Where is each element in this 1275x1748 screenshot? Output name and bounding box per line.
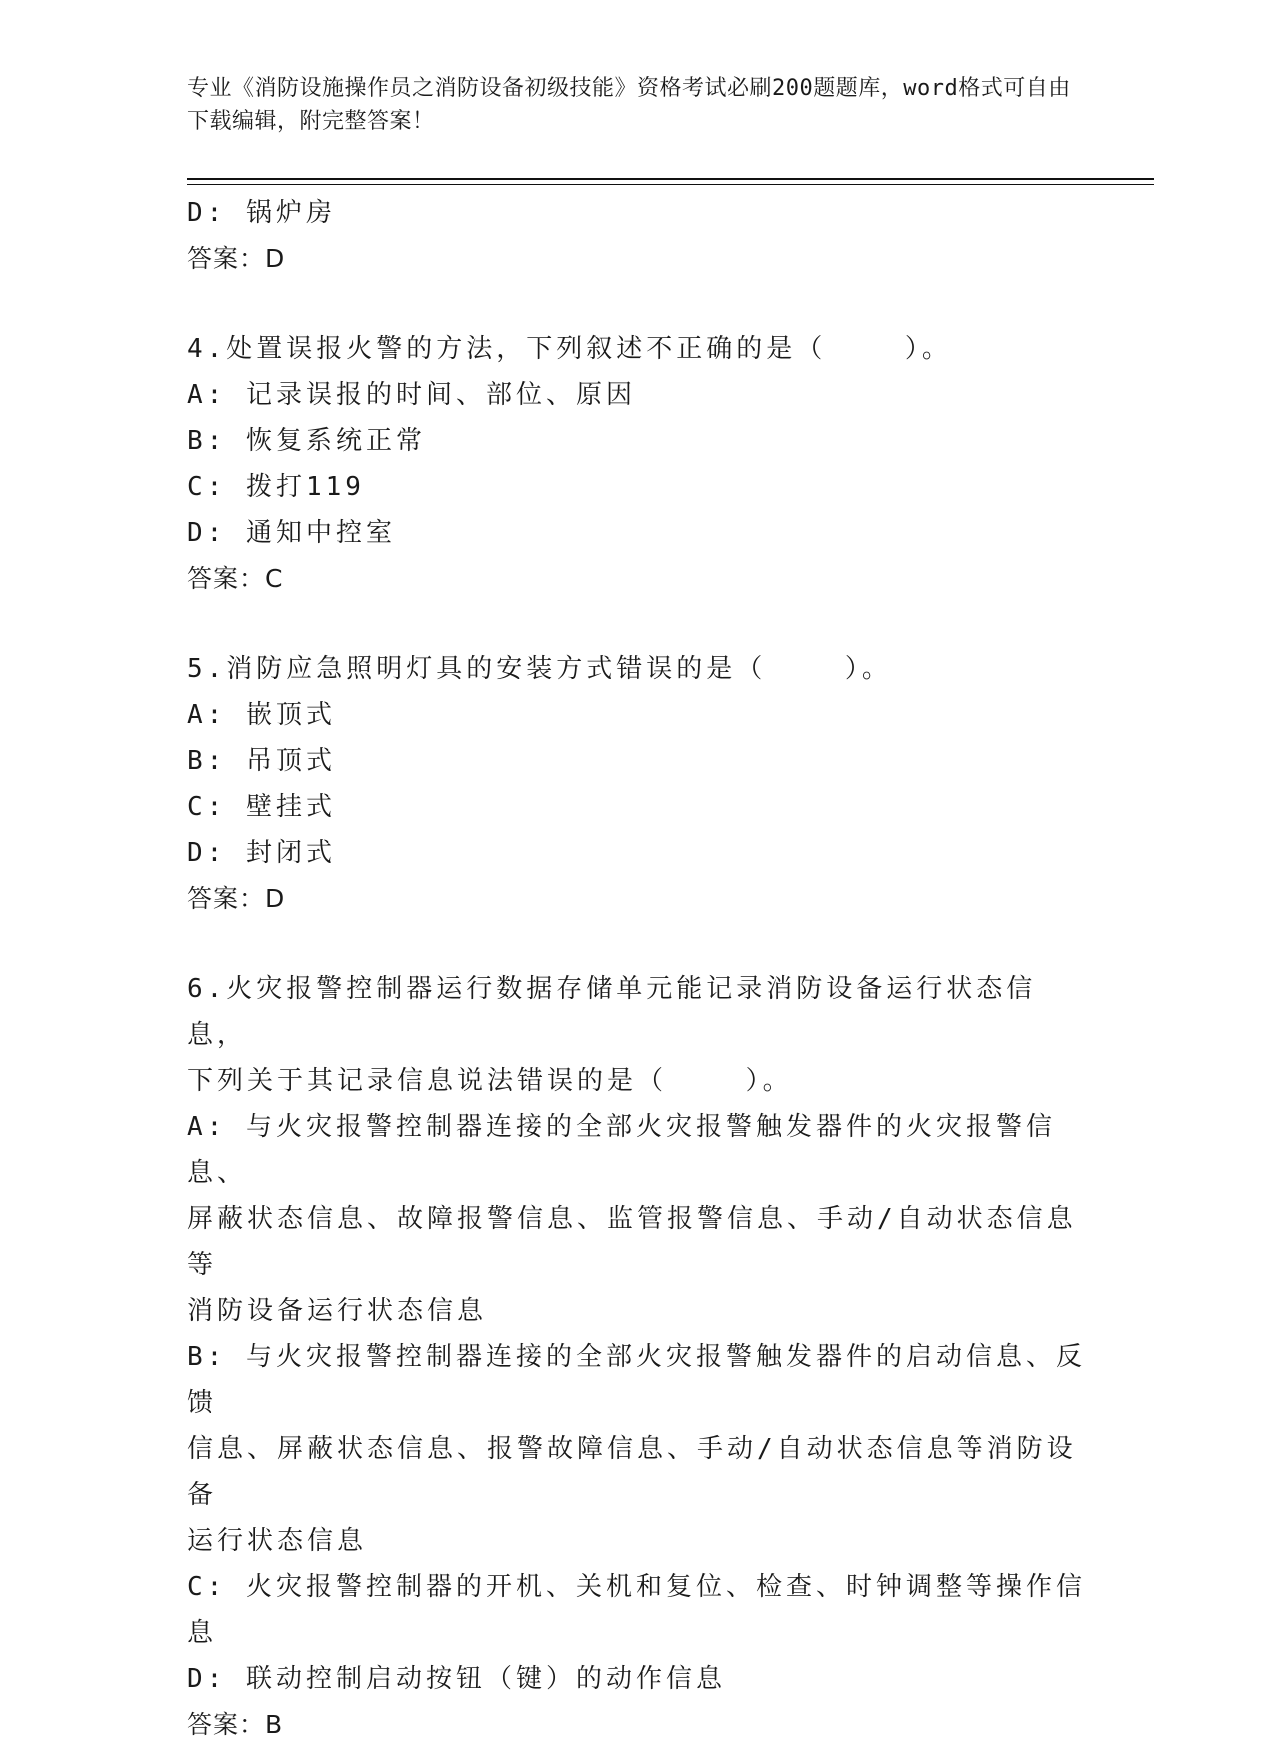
option-c: C: 拨打119 <box>187 472 365 502</box>
option-d: D: 封闭式 <box>187 838 336 868</box>
question-stem: 5.消防应急照明灯具的安装方式错误的是（ ）。 <box>187 654 892 684</box>
option-a-line-3: 消防设备运行状态信息 <box>187 1296 488 1326</box>
document-header <box>187 72 1087 138</box>
header-divider-thick <box>187 178 1154 180</box>
spacer <box>187 282 1087 326</box>
option-a-line-1: A: 与火灾报警控制器连接的全部火灾报警触发器件的火灾报警信息、 <box>187 1112 1056 1188</box>
option-b-line-3: 运行状态信息 <box>187 1526 368 1556</box>
question-3-tail <box>187 190 1087 282</box>
question-6 <box>187 966 1087 1748</box>
spacer <box>187 922 1087 966</box>
question-5 <box>187 646 1087 922</box>
option-b: B: 恢复系统正常 <box>187 426 426 456</box>
header-divider-thin <box>187 184 1154 185</box>
option-a-line-2: 屏蔽状态信息、故障报警信息、监管报警信息、手动/自动状态信息等 <box>187 1204 1077 1280</box>
option-d: D: 联动控制启动按钮（键）的动作信息 <box>187 1664 726 1694</box>
option-b: B: 吊顶式 <box>187 746 336 776</box>
header-text: 专业《消防设施操作员之消防设备初级技能》资格考试必刷200题题库，word格式可自由下载编辑，附完整答案！ <box>187 76 1071 134</box>
document-body <box>187 190 1087 1748</box>
question-stem: 4.处置误报火警的方法，下列叙述不正确的是（ ）。 <box>187 334 952 364</box>
option-d: D: 锅炉房 <box>187 198 336 228</box>
option-a: A: 嵌顶式 <box>187 700 336 730</box>
option-c: C: 壁挂式 <box>187 792 336 822</box>
answer-line: 答案：D <box>187 244 286 273</box>
answer-line: 答案：B <box>187 1710 284 1739</box>
question-stem-line-1: 6.火灾报警控制器运行数据存储单元能记录消防设备运行状态信息， <box>187 974 1037 1050</box>
option-c: C: 火灾报警控制器的开机、关机和复位、检查、时钟调整等操作信息 <box>187 1572 1086 1648</box>
answer-line: 答案：C <box>187 564 284 593</box>
option-d: D: 通知中控室 <box>187 518 396 548</box>
spacer <box>187 602 1087 646</box>
option-a: A: 记录误报的时间、部位、原因 <box>187 380 636 410</box>
option-b-line-1: B: 与火灾报警控制器连接的全部火灾报警触发器件的启动信息、反馈 <box>187 1342 1086 1418</box>
answer-line: 答案：D <box>187 884 286 913</box>
question-4 <box>187 326 1087 602</box>
question-stem-line-2: 下列关于其记录信息说法错误的是（ ）。 <box>187 1066 793 1096</box>
option-b-line-2: 信息、屏蔽状态信息、报警故障信息、手动/自动状态信息等消防设备 <box>187 1434 1077 1510</box>
